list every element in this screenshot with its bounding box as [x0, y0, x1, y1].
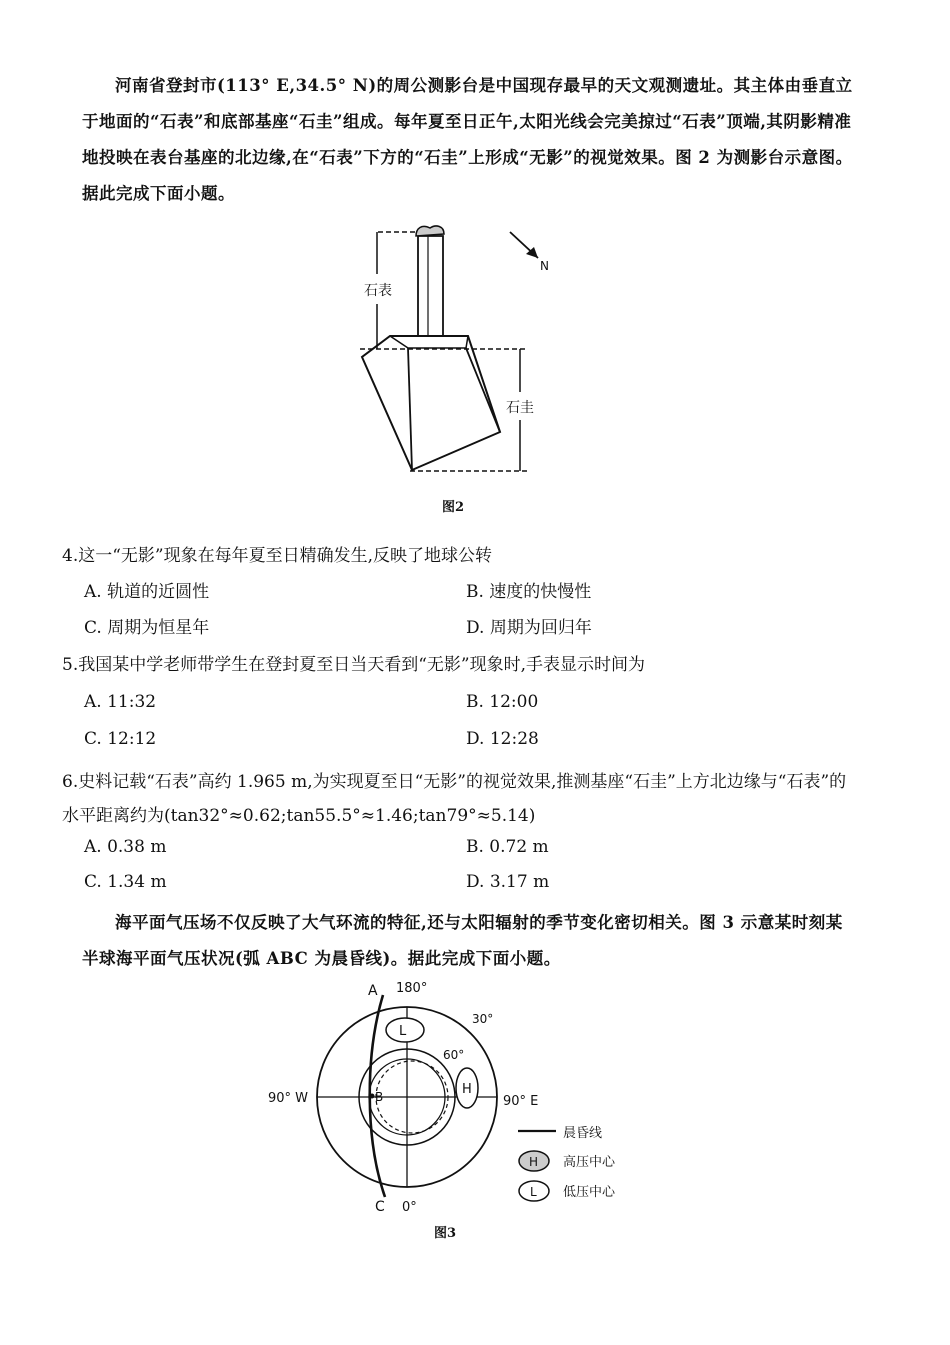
- legend-high-label: 高压中心: [563, 1155, 616, 1170]
- label-90w: 90° W: [268, 1091, 309, 1106]
- low-letter: L: [399, 1024, 407, 1039]
- figure-2-diagram: [340, 222, 580, 482]
- label-c: C: [375, 1199, 385, 1215]
- question-5-stem: 5.我国某中学老师带学生在登封夏至日当天看到“无影”现象时,手表显示时间为: [62, 655, 646, 675]
- q5-option-d: D. 12:28: [466, 729, 539, 749]
- label-north: N: [540, 259, 549, 273]
- q4-option-b: B. 速度的快慢性: [466, 582, 592, 602]
- question-4-stem: 4.这一“无影”现象在每年夏至日精确发生,反映了地球公转: [62, 546, 493, 566]
- q5-option-c: C. 12:12: [84, 729, 157, 749]
- label-0: 0°: [402, 1200, 417, 1215]
- intro-paragraph-1: 河南省登封市(113° E,34.5° N)的周公测影台是中国现存最早的天文观测遗址。其主体由垂直立于地面的“石表”和底部基座“石圭”组成。每年夏至日正午,太阳光线会完美掠过“石表”顶端,其阴影精准地投映在表台基座的北边缘,在“石表”下方的“石圭”上形成“无影”的视觉效果。图 2 为测影台示意图。据此完成下面小题。: [82, 76, 853, 203]
- intro-paragraph-2: 海平面气压场不仅反映了大气环流的特征,还与太阳辐射的季节变化密切相关。图 3 示意某时刻某半球海平面气压状况(弧 ABC 为晨昏线)。据此完成下面小题。: [82, 913, 843, 968]
- q6-option-c: C. 1.34 m: [84, 872, 167, 892]
- legend-terminator-label: 晨昏线: [563, 1126, 603, 1141]
- label-180: 180°: [396, 981, 428, 996]
- q4-option-a: A. 轨道的近圆性: [84, 582, 210, 602]
- high-letter: H: [462, 1082, 472, 1097]
- label-30: 30°: [472, 1012, 494, 1026]
- legend-low-label: 低压中心: [563, 1185, 616, 1200]
- figure-3-caption: 图3: [434, 1226, 457, 1241]
- q6-option-b: B. 0.72 m: [466, 837, 549, 857]
- svg-text:H: H: [529, 1155, 539, 1169]
- label-b: B: [375, 1090, 384, 1104]
- q6-option-a: A. 0.38 m: [84, 837, 167, 857]
- question-6-stem: 6.史料记载“石表”高约 1.965 m,为实现夏至日“无影”的视觉效果,推测基座“石圭”上方北边缘与“石表”的水平距离约为(tan32°≈0.62;tan55.5°≈1.46;tan79°≈5.14): [62, 772, 847, 826]
- figure-2-caption: 图2: [442, 500, 465, 515]
- label-shi-biao: 石表: [364, 283, 392, 299]
- label-shi-gui: 石圭: [506, 400, 534, 416]
- q5-option-b: B. 12:00: [466, 692, 539, 712]
- q4-option-d: D. 周期为回归年: [466, 618, 592, 638]
- stone-base: [362, 336, 500, 470]
- q4-option-c: C. 周期为恒星年: [84, 618, 210, 638]
- label-60: 60°: [443, 1048, 465, 1062]
- stone-pillar: [418, 236, 443, 348]
- q6-option-d: D. 3.17 m: [466, 872, 550, 892]
- label-90e: 90° E: [503, 1094, 539, 1109]
- svg-text:L: L: [530, 1185, 537, 1199]
- q5-option-a: A. 11:32: [84, 692, 157, 712]
- pillar-top: [416, 226, 444, 236]
- figure-3-diagram: [260, 975, 660, 1220]
- label-a: A: [368, 983, 378, 999]
